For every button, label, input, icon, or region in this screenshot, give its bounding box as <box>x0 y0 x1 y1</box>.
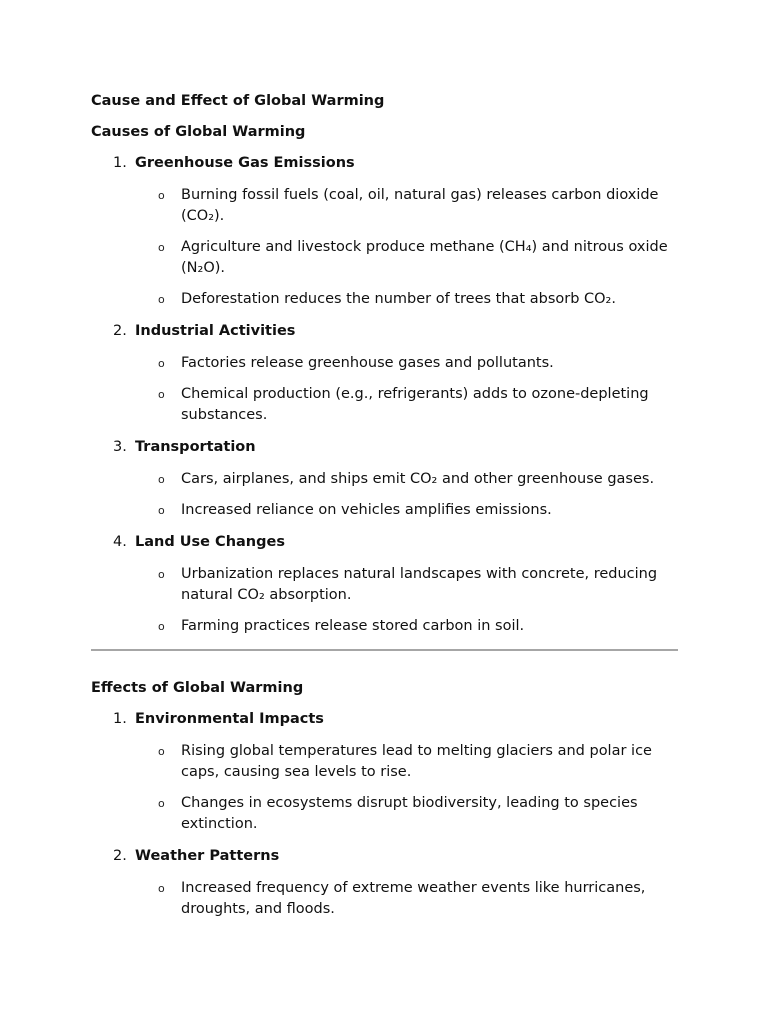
bullet-icon: o <box>158 745 165 758</box>
list-item: o Chemical production (e.g., refrigerants) adds to ozone-depleting substances. <box>158 386 649 423</box>
bullet-icon: o <box>158 241 165 254</box>
causes-item <box>91 154 678 310</box>
bullet-icon: o <box>158 797 165 810</box>
bullet-icon: o <box>158 620 165 633</box>
list-item: o Urbanization replaces natural landscapes with concrete, reducing natural CO₂ absorption. <box>158 566 658 603</box>
sub-list <box>91 353 678 426</box>
list-item: o Cars, airplanes, and ships emit CO₂ and other greenhouse gases. <box>91 469 678 490</box>
causes-item <box>91 438 678 521</box>
item-number: 3. <box>113 439 127 455</box>
bullet-icon: o <box>158 504 165 517</box>
item-label: Greenhouse Gas Emissions <box>135 155 355 171</box>
list-item: o Farming practices release stored carbon in soil. <box>91 616 678 637</box>
bullet-icon: o <box>158 293 165 306</box>
item-number: 1. <box>113 711 127 727</box>
item-number: 4. <box>113 534 127 550</box>
sub-list <box>91 185 678 310</box>
list-item: o Burning fossil fuels (coal, oil, natural gas) releases carbon dioxide (CO₂). <box>158 187 659 224</box>
bullet-icon: o <box>158 388 165 401</box>
bullet-icon: o <box>158 882 165 895</box>
item-number: 2. <box>113 323 127 339</box>
item-label: Weather Patterns <box>135 848 280 864</box>
causes-item <box>91 533 678 637</box>
causes-heading: Causes of Global Warming <box>91 124 306 140</box>
bullet-icon: o <box>158 189 165 202</box>
item-label: Environmental Impacts <box>135 711 324 727</box>
item-number: 1. <box>113 155 127 171</box>
list-item: o Agriculture and livestock produce methane (CH₄) and nitrous oxide (N₂O). <box>158 239 668 276</box>
document-page <box>91 92 678 932</box>
effects-list <box>91 710 678 920</box>
section-divider <box>91 649 678 651</box>
bullet-icon: o <box>158 473 165 486</box>
list-item: o Increased frequency of extreme weather events like hurricanes, droughts, and floods. <box>158 880 646 917</box>
sub-list <box>91 469 678 521</box>
effects-item <box>91 847 678 920</box>
list-item: o Deforestation reduces the number of trees that absorb CO₂. <box>91 289 678 310</box>
effects-heading: Effects of Global Warming <box>91 680 304 696</box>
list-item: o Increased reliance on vehicles amplifies emissions. <box>91 500 678 521</box>
sub-list <box>91 564 678 637</box>
bullet-icon: o <box>158 568 165 581</box>
item-label: Transportation <box>135 439 256 455</box>
item-label: Land Use Changes <box>135 534 285 550</box>
sub-list <box>91 878 678 920</box>
document-title: Cause and Effect of Global Warming <box>91 93 385 109</box>
item-label: Industrial Activities <box>135 323 296 339</box>
causes-list <box>91 154 678 637</box>
item-number: 2. <box>113 848 127 864</box>
list-item: o Factories release greenhouse gases and pollutants. <box>91 353 678 374</box>
effects-item <box>91 710 678 835</box>
bullet-icon: o <box>158 357 165 370</box>
causes-item <box>91 322 678 426</box>
list-item: o Rising global temperatures lead to melting glaciers and polar ice caps, causing sea levels to rise. <box>158 743 652 780</box>
list-item: o Changes in ecosystems disrupt biodiversity, leading to species extinction. <box>158 795 638 832</box>
sub-list <box>91 741 678 835</box>
